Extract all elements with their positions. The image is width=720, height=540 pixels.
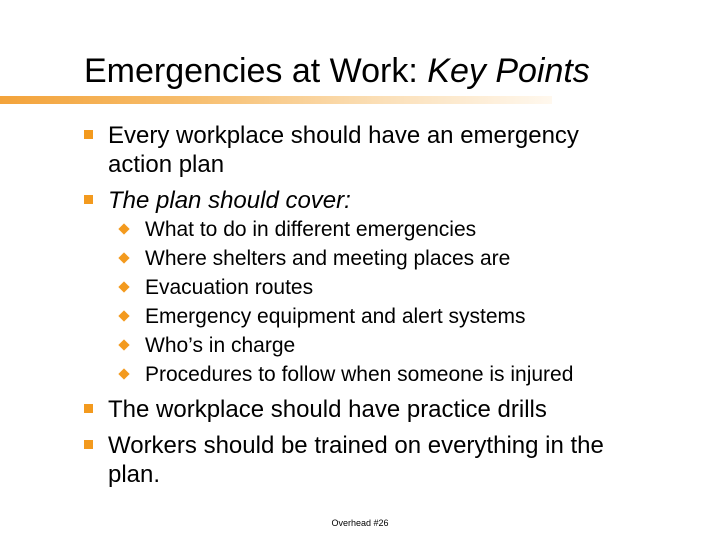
sub-bullet-item <box>116 331 696 360</box>
sub-bullet-text: Where shelters and meeting places are <box>145 247 511 270</box>
diamond-bullet-icon <box>118 310 129 321</box>
bullet-text: Every workplace should have an emergency action plan <box>108 122 579 178</box>
sub-bullet-text: Procedures to follow when someone is injured <box>145 363 574 386</box>
sub-bullet-text: Emergency equipment and alert systems <box>145 305 526 328</box>
diamond-bullet-icon <box>118 368 129 379</box>
diamond-bullet-icon <box>118 252 129 263</box>
sub-bullet-item <box>116 360 696 389</box>
sub-bullet-item <box>116 302 696 331</box>
bullet-text: Workers should be trained on everything in the plan. <box>108 432 604 488</box>
slide-title-main: Emergencies at Work: <box>84 52 428 90</box>
title-underline-rule <box>0 96 552 104</box>
sub-bullet-item <box>116 244 696 273</box>
diamond-bullet-icon <box>118 281 129 292</box>
diamond-bullet-icon <box>118 339 129 350</box>
sub-bullet-text: Evacuation routes <box>145 276 314 299</box>
square-bullet-icon <box>84 404 93 413</box>
bullet-item <box>84 395 644 424</box>
sub-bullet-text: Who’s in charge <box>145 334 296 357</box>
slide-title-italic: Key Points <box>427 52 590 90</box>
bullet-item <box>84 431 644 489</box>
square-bullet-icon <box>84 130 93 139</box>
slide-title <box>84 49 590 93</box>
square-bullet-icon <box>84 440 93 449</box>
bullet-text: The plan should cover: <box>108 187 351 214</box>
sub-bullet-item <box>116 215 696 244</box>
sub-bullet-list <box>116 215 696 389</box>
square-bullet-icon <box>84 195 93 204</box>
sub-bullet-text: What to do in different emergencies <box>145 218 477 241</box>
bullet-text: The workplace should have practice drills <box>108 396 547 423</box>
sub-bullet-item <box>116 273 696 302</box>
diamond-bullet-icon <box>118 223 129 234</box>
bullet-item <box>84 121 644 179</box>
bullet-item <box>84 186 644 215</box>
slide-footer: Overhead #26 <box>331 518 389 528</box>
